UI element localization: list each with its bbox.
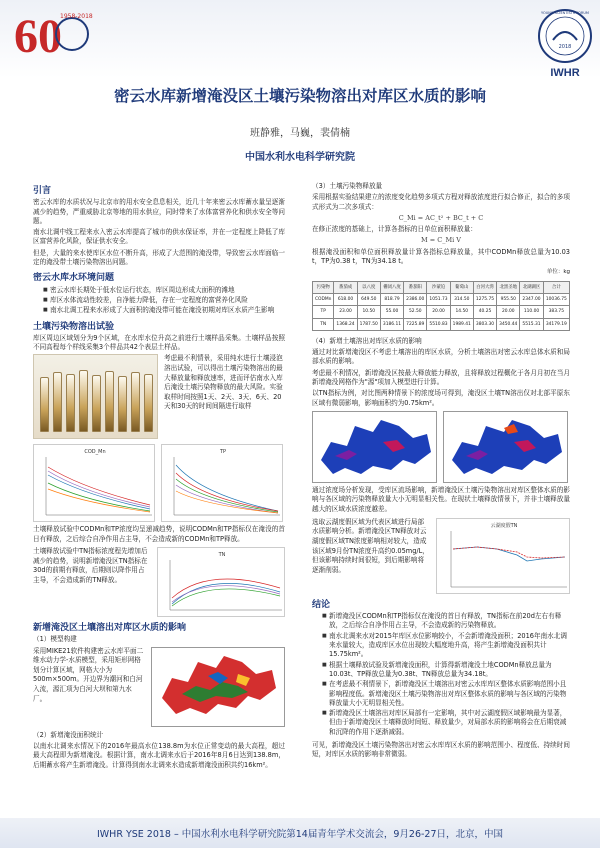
iwhr-logo xyxy=(536,6,594,84)
conclusion-list xyxy=(322,612,570,737)
release-paragraph-1: 采用根据实验结果建立的浓度变化趋势多项式方程对释放浓度进行拟合修正，拟合的多项式形式为二次多项式： xyxy=(312,193,570,211)
table-cell: TP xyxy=(313,306,334,318)
model-text: 采用MIKE21软件构建密云水库平面二维水动力学-水质模型，采用矩形网格划分计算区域，网格大小为500m×500m。开边界为潮河和白河入流，源汇项为白河大坝和第九水厂。 xyxy=(33,646,144,703)
release-label: （3）土壤污染物释放量 xyxy=(312,182,383,190)
logo-ring-text: YOUNG SCIENTISTS FORUM xyxy=(541,11,589,15)
env-heading: 密云水库水环境问题 xyxy=(33,272,115,283)
change-paragraph-2: 考虑最不利情况，新增淹没区按最大释放能力释放，且将释放过程概化于各月月初在当月新增淹没网格作为"源"项加入模型进行计算。 xyxy=(312,368,570,387)
logo-iwhr-text: IWHR xyxy=(550,67,580,79)
model-grid-map xyxy=(151,647,285,727)
table-cell: 5510.83 xyxy=(427,318,450,330)
release-table xyxy=(312,281,570,331)
affiliation: 中国水利水电科学研究院 xyxy=(245,152,355,163)
logo-years-text: 1958-2018 xyxy=(60,13,93,20)
formula-2: M = C_Mi V xyxy=(421,236,461,245)
intro-paragraph-1: 密云水库的水质状况与北京市的用水安全息息相关，近几十年来密云水库蓄水量呈逐渐减少的趋势，严重威胁北京等地的用水供应，同时带来了水体富营养化和供水安全等问题。 xyxy=(33,198,285,225)
table-cell: 20.00 xyxy=(427,306,450,318)
table-header-cell: 以八度 xyxy=(357,281,380,293)
footer-text: IWHR YSE 2018 – 中国水利水电科学研究院第14届青年学术交流会，9月26-27日，北京，中国 xyxy=(96,829,504,840)
impact-heading: 新增淹没区土壤溶出对库区水质的影响 xyxy=(33,622,187,633)
table-header-cell: 北湖湖区 xyxy=(520,281,543,293)
exp-chart-row xyxy=(33,444,285,522)
table-unit: 单位：kg xyxy=(546,269,570,276)
table-cell: 7225.89 xyxy=(404,318,427,330)
table-cell: 314.50 xyxy=(450,293,473,305)
inundation-label: （2）新增淹没面积统计 xyxy=(33,730,104,739)
table-cell: 52.50 xyxy=(404,306,427,318)
table-cell: 618.00 xyxy=(334,293,357,305)
tn-row xyxy=(33,547,285,617)
table-cell: 14.50 xyxy=(450,306,473,318)
site-chart-title: 云湖度假TN xyxy=(490,522,518,529)
table-header-cell: 合计 xyxy=(543,281,569,293)
table-cell: 818.79 xyxy=(380,293,403,305)
tn-chart xyxy=(157,547,285,617)
list-item: ■ 根据土壤释放试验及新增淹没面积，计算得新增淹没土地CODMn释放总量为10.03t、TP释放总量为0.38t、TN释放总量为34.18t。 xyxy=(322,661,570,680)
table-cell: 2386.00 xyxy=(404,293,427,305)
table-header-cell: 污染物 xyxy=(313,281,334,293)
release-paragraph-3: 根据淹没面积和单位面积释放量计算各指标总释放量，其中CODMn释放总量为10.03 t，TP为0.38 t，TN为34.18 t。 xyxy=(312,247,570,266)
table-header-cell: 番茄成 xyxy=(334,281,357,293)
intro-paragraph-2: 南水北调中线工程来水入密云水库提高了城市的供水保证率，并在一定程度上降低了库区富营养化风险，保证供水安全。 xyxy=(33,228,285,246)
table-row xyxy=(313,306,570,318)
tn-map-with xyxy=(443,411,568,483)
bottle-image xyxy=(66,374,75,432)
bottle-image xyxy=(79,370,88,432)
table-cell: 649.50 xyxy=(357,293,380,305)
table-header-cell: 番茄阳 xyxy=(404,281,427,293)
exp-paragraph-1: 库区周边区域划分为9个区域，在水库水位升高之前进行土壤样品采集。土壤样品按照不同高程每个样线采集3个样品共42个表层土样品。 xyxy=(33,333,285,352)
bottle-image xyxy=(118,376,127,432)
table-cell: 1787.50 xyxy=(357,318,380,330)
change-label: （4）新增土壤溶出对库区水质的影响 xyxy=(312,336,422,345)
intro-paragraph-3: 但是，大量的来水使库区水位不断升高，形成了大范围的淹没带，导致密云水库面临一定的淹没带土壤污染物溶出问题。 xyxy=(33,248,285,267)
table-header-cell: 葡萄山 xyxy=(450,281,473,293)
exp-paragraph-2: 土壤释放试验中CODMn和TP浓度均呈递减趋势，说明CODMn和TP指标仅在淹没的首日有释放，之后综合自净作用占主导，不会造成新的CODMn和TP释放。 xyxy=(33,525,285,543)
inundation-text: 以南水北调来水情况下的2016年最高水位138.8m为水位正常变动的最大高程，超过最大高程即为新增淹没。根据计算，南水北调来水后于2016年8月6日达到138.8m，后期蓄水将产生新增淹没。计算得到南水北调来水造成新增淹没面积共约16km²。 xyxy=(33,741,285,769)
anniversary-logo xyxy=(10,6,102,66)
tp-chart-title: TP xyxy=(219,449,227,456)
bottle-image xyxy=(53,372,62,432)
table-cell: 3450.44 xyxy=(497,318,520,330)
change-paragraph-1: 通过对比新增淹没区不考虑土壤溶出的库区水质，分析土壤溶出对密云水库总体水质和局部水质的影响。 xyxy=(312,348,570,366)
table-row xyxy=(313,318,570,330)
exp-photo-row xyxy=(33,354,285,439)
list-item: ■ 南水北调来水对2015年库区水位影响较小，不会新增淹没面积；2016年南水北调来水量较大，造成库区水位出现较大幅度地升高，将产生新增淹没面积共计15.75km²。 xyxy=(322,632,570,660)
authors: 班静雅，马巍，裴倩楠 xyxy=(250,128,350,139)
model-label: （1）模型构建 xyxy=(33,635,77,644)
table-row xyxy=(313,293,570,305)
site-tn-chart xyxy=(436,518,570,594)
logo-year-text: 2018 xyxy=(558,44,572,50)
table-cell: 383.75 xyxy=(543,306,569,318)
table-cell: CODMn xyxy=(313,293,334,305)
site-text: 选取云湖度假区域为代表区域进行局部水质影响分析。新增淹没区TN释放对云湖度假区域TN浓度影响相对较大，造成该区域9月份TN浓度升高约0.05mg/L，但该影响持续时间很短，到后期影响将逐渐削弱。 xyxy=(312,517,429,574)
list-item: ■ 密云水库长期处于低水位运行状态，库区周边形成大面积的滩地 xyxy=(43,286,285,295)
intro-heading: 引言 xyxy=(33,185,52,195)
right-column xyxy=(312,182,570,762)
bottle-image xyxy=(92,375,101,432)
table-cell: 55.00 xyxy=(380,306,403,318)
tn-map-text: 以TN指标为例，对比图两种情景下的浓度场可得到，淹没区土壤TN溶出仅对北部平原东区域有微弱影响，影响面积约为0.75km²。 xyxy=(312,389,570,407)
table-cell: 10.50 xyxy=(357,306,380,318)
table-cell: 2347.00 xyxy=(520,293,543,305)
table-cell: 40.25 xyxy=(473,306,496,318)
list-item: ■ 库区水体流动性较差，自净能力降低，存在一定程度的富营养化风险 xyxy=(43,296,285,305)
closing-paragraph: 可见，新增淹没区土壤污染物溶出对密云水库库区水质的影响范围小、程度低、持续时间短，对库区水质的影响非常微弱。 xyxy=(312,740,570,759)
table-header-cell: 沙蒙迫 xyxy=(427,281,450,293)
env-list xyxy=(43,286,285,316)
list-item: ■ 在考虑最不利情景下，新增淹没区土壤溶出对密云水库库区整体水质影响范围小且影响程度低。新增淹没区土壤污染物溶出对库区整体水质的影响与各区域的污染物释放量大小无明显相关性。 xyxy=(322,680,570,708)
left-column xyxy=(33,180,285,772)
bottle-image xyxy=(40,377,49,432)
release-paragraph-2: 在修正浓度的基础上，计算各指标的日单位面积释放量： xyxy=(312,225,477,234)
table-cell: 3186.11 xyxy=(380,318,403,330)
table-header-row xyxy=(313,281,570,293)
table-header-cell: 栅闭八度 xyxy=(380,281,403,293)
table-cell: 23.00 xyxy=(334,306,357,318)
table-cell: 1368.24 xyxy=(334,318,357,330)
list-item: ■ 新增淹没区土壤溶出对库区局部有一定影响，其中对云湖度假区域影响最为显著，但由于新增淹没区土壤释放时间短、释放量少，对局部水质的影响将会在后期衰减和沉降的作用下逐渐减弱。 xyxy=(322,709,570,737)
poster-title: 密云水库新增淹没区土壤污染物溶出对库区水质的影响 xyxy=(113,88,486,105)
model-row xyxy=(33,647,285,727)
tn-map-row xyxy=(312,411,570,483)
table-header-cell: 白河大湾 xyxy=(473,281,496,293)
table-cell: 1275.75 xyxy=(473,293,496,305)
exp-side-text: 考虑最不利情景，采用纯水进行土壤浸泡溶出试验，可以得出土壤污染物溶出的最大释放量和释放速率，进而评估南水入库后淹没土壤污染物释放的最大风险。实验取样时间按照1天、2天、3天、6天、20天和30天的时间间隔进行取样 xyxy=(164,354,283,411)
list-item: ■ 南水北调工程来水形成了大面积的淹没带可能在淹没初期对库区水质产生影响 xyxy=(43,306,285,315)
bottle-image xyxy=(131,372,140,432)
table-cell: TN xyxy=(313,318,334,330)
exp-heading: 土壤污染物溶出试验 xyxy=(33,320,115,331)
table-cell: 10036.75 xyxy=(543,293,569,305)
bottle-image xyxy=(144,374,153,432)
list-item: ■ 新增淹没区CODMn和TP指标仅在淹没的首日有释放，TN指标在前20d左右有释放，之后综合自净作用占主导，不会造成新的污染物释放。 xyxy=(322,612,570,631)
formula-1: C_Mi = AC_t² + BC_t + C xyxy=(398,213,484,222)
logo-60-text: 60 xyxy=(14,10,62,63)
cod-chart xyxy=(33,444,155,522)
table-cell: 5515.31 xyxy=(520,318,543,330)
table-cell: 20.00 xyxy=(497,306,520,318)
tn-text: 土壤释放试验中TN指标浓度程先增加后减少的趋势，说明新增淹没区TN指标在30d的前期有释放，后期则以降作用占主导，不会造成新的TN释放。 xyxy=(33,547,148,584)
bottle-image xyxy=(105,371,114,432)
tn-map-without xyxy=(312,411,437,483)
table-cell: 110.00 xyxy=(520,306,543,318)
site-row xyxy=(312,518,570,594)
table-cell: 34179.19 xyxy=(543,318,569,330)
tn-chart-title: TN xyxy=(218,552,226,559)
tp-chart xyxy=(161,444,283,522)
table-cell: 3803.30 xyxy=(473,318,496,330)
map-conclusion: 通过浓度场分析发现，受库区流场影响，新增淹没区土壤污染物溶出对库区整体水质的影响与各区域的污染物释放量大小无明显相关性。在现状土壤释放情景下，并非土壤释放量越大的区域水质浓度越差。 xyxy=(312,485,570,513)
table-cell: 955.50 xyxy=(497,293,520,305)
table-header-cell: 北黑圣地 xyxy=(497,281,520,293)
cod-chart-title: COD_Mn xyxy=(84,449,106,456)
conclusion-heading: 结论 xyxy=(312,598,331,609)
table-cell: 1051.73 xyxy=(427,293,450,305)
bottles-photo xyxy=(33,354,158,439)
table-cell: 1989.41 xyxy=(450,318,473,330)
